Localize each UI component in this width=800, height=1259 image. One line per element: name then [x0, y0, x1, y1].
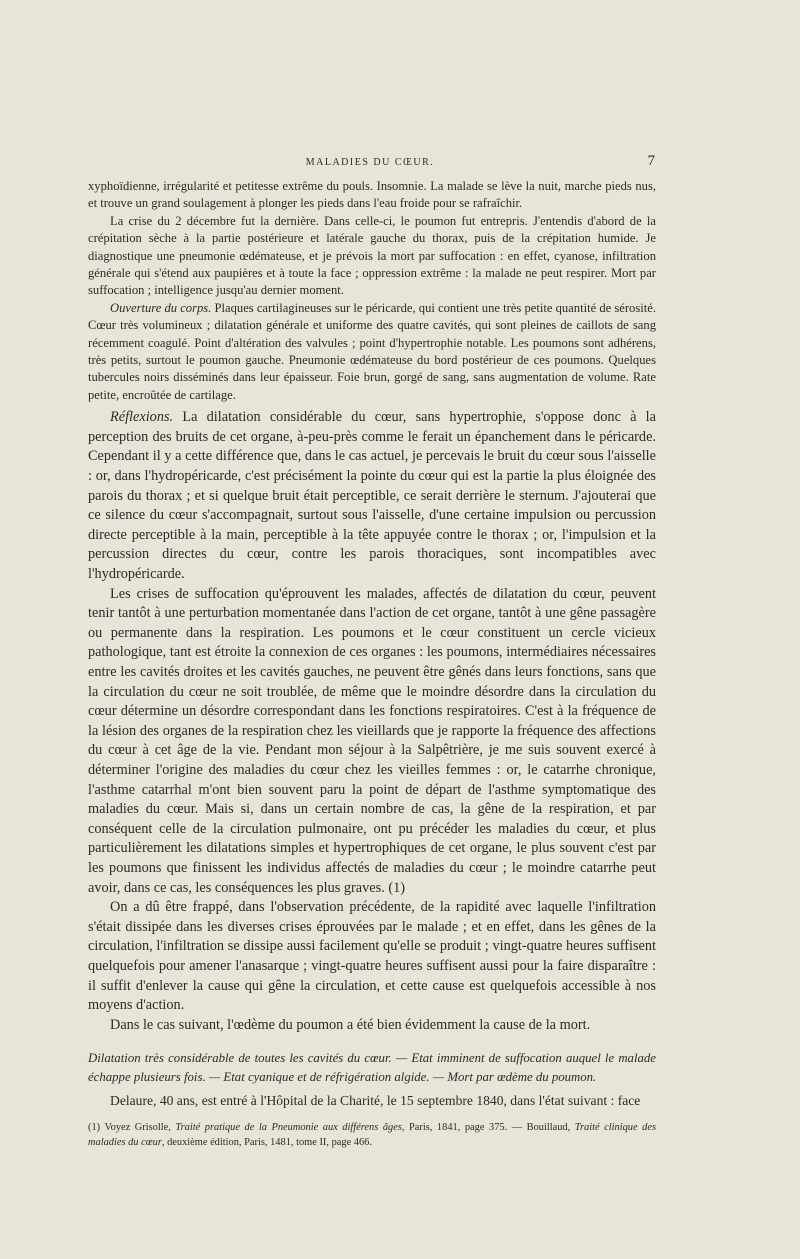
body-text: [88, 178, 656, 1150]
case-title: [88, 1049, 656, 1087]
observation-paragraph-2: La crise du 2 décembre fut la dernière. Dans celle-ci, le poumon fut entrepris. J'entendis d'abord de la crépitation sèche à la partie postérieure et latérale gauche du thorax, puis de la crépitation humide. Je diagnostique une pneumonie œdémateuse, et je prévois la mort par suffocation : en effet, cyanose, infiltration générale qui s'étend aux paupières et à toute la face ; oppression extrême : la malade ne peut respirer. Mort par suffocation ; intelligence jusqu'au dernier moment.: [88, 213, 656, 298]
reflexions-text: La dilatation considérable du cœur, sans hypertrophie, s'oppose donc à la perception des bruits de cet organe, à-peu-près comme le ferait un épanchement dans le péricarde. Cependant il y a cette différence que, dans le cas actuel, je percevais le bruit du cœur sous l'aisselle : or, dans l'hydropéricarde, c'est précisément la pointe du cœur qui est la partie la plus éloignée des parois du thorax ; et si quelque bruit était perceptible, ce serait derrière le sternum. J'ajouterai que ce silence du cœur s'accompagnait, surtout sous l'aisselle, d'une certaine impulsion ou percussion directe perceptible à la main, perceptible à la tête appuyée contre le thorax ; or, l'impulsion et la percussion directes du cœur, contre les parois thoraciques, sont incompatibles avec l'hydropéricarde.: [88, 409, 656, 583]
footnote-work-2: Traité clinique des maladies du cœur: [88, 1122, 656, 1149]
footnote-mid: , Paris, 1841, page 375. — Bouillaud,: [401, 1122, 575, 1134]
infiltration-paragraph: On a dû être frappé, dans l'observation précédente, de la rapidité avec laquelle l'infiltration s'était dissipée dans les diverses crises éprouvées par le malade ; et en effet, dans les gênes de la circulation, l'infiltration se dissipe aussi facilement qu'elle se produit ; vingt-quatre heures suffisent quelquefois pour amener l'anasarque ; vingt-quatre heures suffisent aussi pour la faire disparaître : il suffit d'enlever la cause qui gêne la circulation, et cette cause est quelquefois accessible à nos moyens d'action.: [88, 899, 656, 1014]
reflexions-label: Réflexions.: [110, 409, 174, 426]
autopsy-text: Plaques cartilagineuses sur le péricarde, qui contient une très petite quantité de sérosité. Cœur très volumineux ; dilatation générale et uniforme des quatre cavités, qui sont pleines de caillots de sang récemment coagulé. Point d'altération des valvules ; point d'hypertrophie notable. Les poumons sont adhérens, très petits, surtout le poumon gauche. Pneumonie œdémateuse du bord postérieur de ces poumons. Quelques tubercules noirs disséminés dans leur épaisseur. Foie brun, gorgé de sang, sans augmentation de volume. Rate petite, encroûtée de cartilage.: [88, 300, 656, 402]
transition-paragraph: Dans le cas suivant, l'œdème du poumon a été bien évidemment la cause de la mort.: [110, 1016, 591, 1033]
footnote: [88, 1120, 656, 1150]
case-intro: Delaure, 40 ans, est entré à l'Hôpital de la Charité, le 15 septembre 1840, dans l'état suivant : face: [110, 1093, 641, 1109]
observation-paragraph-1: xyphoïdienne, irrégularité et petitesse extrême du pouls. Insomnie. La malade se lève la nuit, marche pieds nus, et trouve un grand soulagement à plonger les pieds dans l'eau froide pour se rafraîchir.: [88, 179, 656, 211]
autopsy-label: Ouverture du corps.: [110, 300, 212, 315]
page-number: 7: [647, 153, 655, 169]
reflexions-paragraph: [88, 408, 656, 584]
footnote-work-1: Traité pratique de la Pneumonie aux différens âges: [175, 1122, 402, 1134]
autopsy-paragraph: [88, 300, 656, 404]
running-head: MALADIES DU CŒUR.: [305, 157, 435, 168]
page-header: [85, 153, 655, 177]
case-title-text: Dilatation très considérable de toutes les cavités du cœur. — Etat imminent de suffocation auquel le malade échappe plusieurs fois. — Etat cyanique et de réfrigération algide. — Mort par œdème du poumon.: [88, 1051, 656, 1085]
footnote-end: , deuxième édition, Paris, 1481, tome II, page 466.: [161, 1137, 372, 1149]
suffocation-paragraph: Les crises de suffocation qu'éprouvent les malades, affectés de dilatation du cœur, peuvent tenir tantôt à une perturbation momentanée dans l'action de cet organe, tantôt à une gêne passagère ou permanente dans la respiration. Les poumons et le cœur constituent un cercle vicieux pathologique, tant est étroite la connexion de ces organes : les poumons, intermédiaires nécessaires entre les cavités droites et les cavités gauches, ne peuvent être gênés dans leurs fonctions, sans que la circulation du cœur ne soit troublée, de même que le moindre désordre dans la circulation du cœur détermine un désordre correspondant dans les fonctions respiratoires. C'est à la fréquence de la lésion des organes de la respiration chez les vieillards que je rapporte la fréquence des affections du cœur à cet âge de la vie. Pendant mon séjour à la Salpêtrière, je me suis souvent exercé à déterminer l'origine des maladies du cœur chez les vieilles femmes : or, le catarrhe chronique, l'asthme catarrhal m'ont bien souvent paru la point de départ de l'asthme symptomatique des maladies du cœur. Mais si, dans un certain nombre de cas, la gêne de la respiration, et par conséquent celle de la circulation pulmonaire, ont pu précéder les maladies du cœur, et plus particulièrement les dilatations simples et hypertrophiques de cet organe, le plus souvent c'est par les poumons que finissent les individus affectés de maladies du cœur ; le moindre catarrhe peut avoir, dans ce cas, les conséquences les plus graves. (1): [88, 585, 656, 896]
footnote-marker: (1) Voyez Grisolle,: [88, 1122, 176, 1134]
